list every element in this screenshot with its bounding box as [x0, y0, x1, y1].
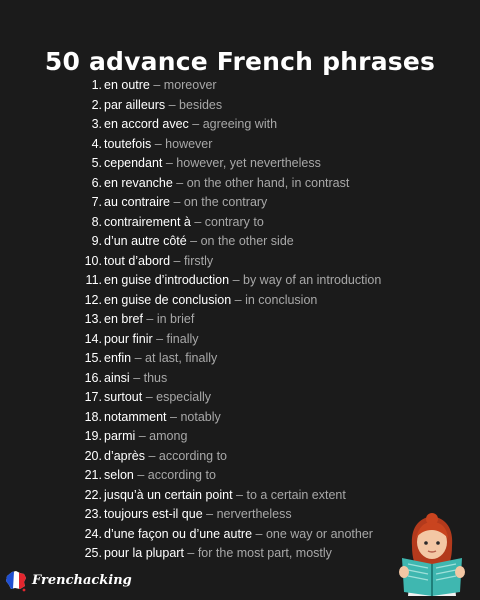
phrase-english: finally: [166, 331, 199, 346]
phrase-item: [80, 486, 381, 506]
phrase-number: 17.: [84, 390, 102, 404]
phrase-separator: –: [129, 370, 144, 385]
phrase-english: among: [149, 429, 188, 443]
phrase-number: 21.: [84, 468, 102, 482]
phrase-number: 14.: [84, 331, 102, 346]
phrase-item: [80, 544, 381, 564]
phrase-separator: –: [152, 331, 167, 346]
phrase-english: for the most part, mostly: [197, 546, 332, 560]
phrase-separator: –: [145, 448, 159, 463]
phrase-number: 8.: [91, 214, 102, 229]
phrase-french: en accord avec: [104, 117, 189, 131]
phrase-separator: –: [186, 234, 201, 248]
phrase-number: 2.: [91, 97, 102, 112]
phrase-separator: –: [188, 117, 203, 131]
phrase-number: 22.: [84, 487, 102, 502]
phrase-item: [80, 174, 381, 194]
phrase-french: au contraire: [104, 195, 171, 209]
phrase-number: 10.: [84, 253, 102, 268]
phrase-english: thus: [143, 370, 168, 385]
phrase-english: notably: [180, 409, 221, 424]
phrase-english: on the other hand, in contrast: [186, 175, 350, 190]
phrase-item: [80, 330, 381, 350]
phrase-english: firstly: [183, 253, 214, 268]
phrase-item: [80, 96, 381, 116]
phrase-french: par ailleurs: [104, 97, 166, 112]
phrase-english: in brief: [156, 312, 195, 326]
phrase-separator: –: [231, 292, 246, 307]
phrase-french: en outre: [104, 78, 150, 92]
phrase-french: toujours est-il que: [104, 507, 203, 521]
phrase-item: [80, 76, 381, 96]
phrase-number: 15.: [84, 351, 102, 365]
phrase-french: cependant: [104, 156, 163, 170]
phrase-french: pour finir: [104, 331, 153, 346]
france-map-icon: [4, 568, 30, 592]
phrase-english: in conclusion: [245, 292, 318, 307]
phrase-english: nervertheless: [216, 507, 292, 521]
phrase-english: to a certain extent: [246, 487, 346, 502]
phrase-item: [80, 349, 381, 369]
phrase-separator: –: [133, 468, 148, 482]
phrase-french: toutefois: [104, 136, 152, 151]
phrase-item: [80, 466, 381, 486]
phrase-item: [80, 291, 381, 311]
phrase-separator: –: [252, 526, 266, 541]
phrase-item: [80, 193, 381, 213]
phrase-french: ainsi: [104, 370, 130, 385]
phrase-item: [80, 115, 381, 135]
brand-name: Frenchacking: [32, 572, 132, 588]
phrase-english: besides: [179, 97, 223, 112]
phrase-item: [80, 427, 381, 447]
phrase-french: surtout: [104, 390, 143, 404]
phrase-number: 6.: [91, 175, 102, 190]
phrase-item: [80, 310, 381, 330]
phrase-number: 20.: [84, 448, 102, 463]
phrase-separator: –: [232, 487, 247, 502]
page-title: 50 advance French phrases: [44, 46, 436, 76]
phrase-english: however, yet nevertheless: [176, 156, 321, 170]
phrase-separator: –: [151, 136, 166, 151]
phrase-item: [80, 447, 381, 467]
phrase-french: enfin: [104, 351, 132, 365]
phrase-number: 9.: [91, 234, 102, 248]
phrase-separator: –: [202, 507, 217, 521]
phrase-english: according to: [158, 448, 228, 463]
phrase-english: contrary to: [204, 214, 264, 229]
phrase-french: en guise de conclusion: [104, 292, 232, 307]
phrase-number: 11.: [85, 273, 102, 287]
phrase-item: [80, 408, 381, 428]
phrase-number: 18.: [84, 409, 102, 424]
phrase-french: parmi: [104, 429, 136, 443]
phrase-item: [80, 388, 381, 408]
phrase-french: en revanche: [104, 175, 173, 190]
phrase-separator: –: [190, 214, 205, 229]
phrase-list: [80, 76, 381, 564]
phrase-english: according to: [147, 468, 216, 482]
phrase-separator: –: [142, 312, 157, 326]
phrase-item: [80, 525, 381, 545]
girl-reading-book-illustration: [392, 506, 472, 596]
phrase-number: 7.: [91, 195, 102, 209]
phrase-separator: –: [170, 253, 184, 268]
phrase-french: pour la plupart: [104, 546, 184, 560]
phrase-english: at last, finally: [145, 351, 218, 365]
phrase-number: 3.: [91, 117, 102, 131]
phrase-number: 4.: [91, 136, 102, 151]
phrase-french: d’après: [104, 448, 145, 463]
phrase-item: [80, 271, 381, 291]
phrase-separator: –: [172, 175, 187, 190]
phrase-french: d’une façon ou d’une autre: [104, 526, 253, 541]
phrase-english: on the contrary: [183, 195, 268, 209]
phrase-separator: –: [149, 78, 164, 92]
phrase-number: 5.: [91, 156, 102, 170]
phrase-item: [80, 369, 381, 389]
phrase-english: one way or another: [265, 526, 373, 541]
phrase-number: 12.: [84, 292, 102, 307]
phrase-separator: –: [183, 546, 198, 560]
phrase-item: [80, 213, 381, 233]
phrase-english: by way of an introduction: [243, 273, 382, 287]
phrase-separator: –: [170, 195, 184, 209]
phrase-french: en guise d’introduction: [104, 273, 230, 287]
phrase-english: moreover: [163, 78, 217, 92]
phrase-separator: –: [135, 429, 150, 443]
phrase-item: [80, 252, 381, 272]
phrase-number: 19.: [84, 429, 102, 443]
phrase-number: 13.: [84, 312, 102, 326]
phrase-french: selon: [104, 468, 134, 482]
phrase-french: tout d’abord: [104, 253, 171, 268]
phrase-separator: –: [142, 390, 157, 404]
phrase-english: especially: [156, 390, 212, 404]
phrase-separator: –: [229, 273, 243, 287]
phrase-item: [80, 135, 381, 155]
phrase-french: contrairement à: [104, 214, 191, 229]
phrase-number: 25.: [84, 546, 102, 560]
phrase-french: notamment: [104, 409, 167, 424]
phrase-french: jusqu’à un certain point: [104, 487, 233, 502]
phrase-french: d’un autre côté: [104, 234, 187, 248]
phrase-item: [80, 505, 381, 525]
phrase-separator: –: [166, 409, 181, 424]
phrase-french: en bref: [104, 312, 143, 326]
phrase-separator: –: [131, 351, 146, 365]
phrase-number: 16.: [84, 370, 102, 385]
phrase-number: 24.: [84, 526, 102, 541]
phrase-english: however: [165, 136, 213, 151]
phrase-item: [80, 154, 381, 174]
brand-logo: [4, 568, 132, 592]
phrase-number: 1.: [91, 78, 102, 92]
phrase-item: [80, 232, 381, 252]
phrase-english: agreeing with: [202, 117, 278, 131]
phrase-separator: –: [165, 97, 180, 112]
phrase-english: on the other side: [200, 234, 294, 248]
phrase-separator: –: [162, 156, 177, 170]
phrase-number: 23.: [84, 507, 102, 521]
